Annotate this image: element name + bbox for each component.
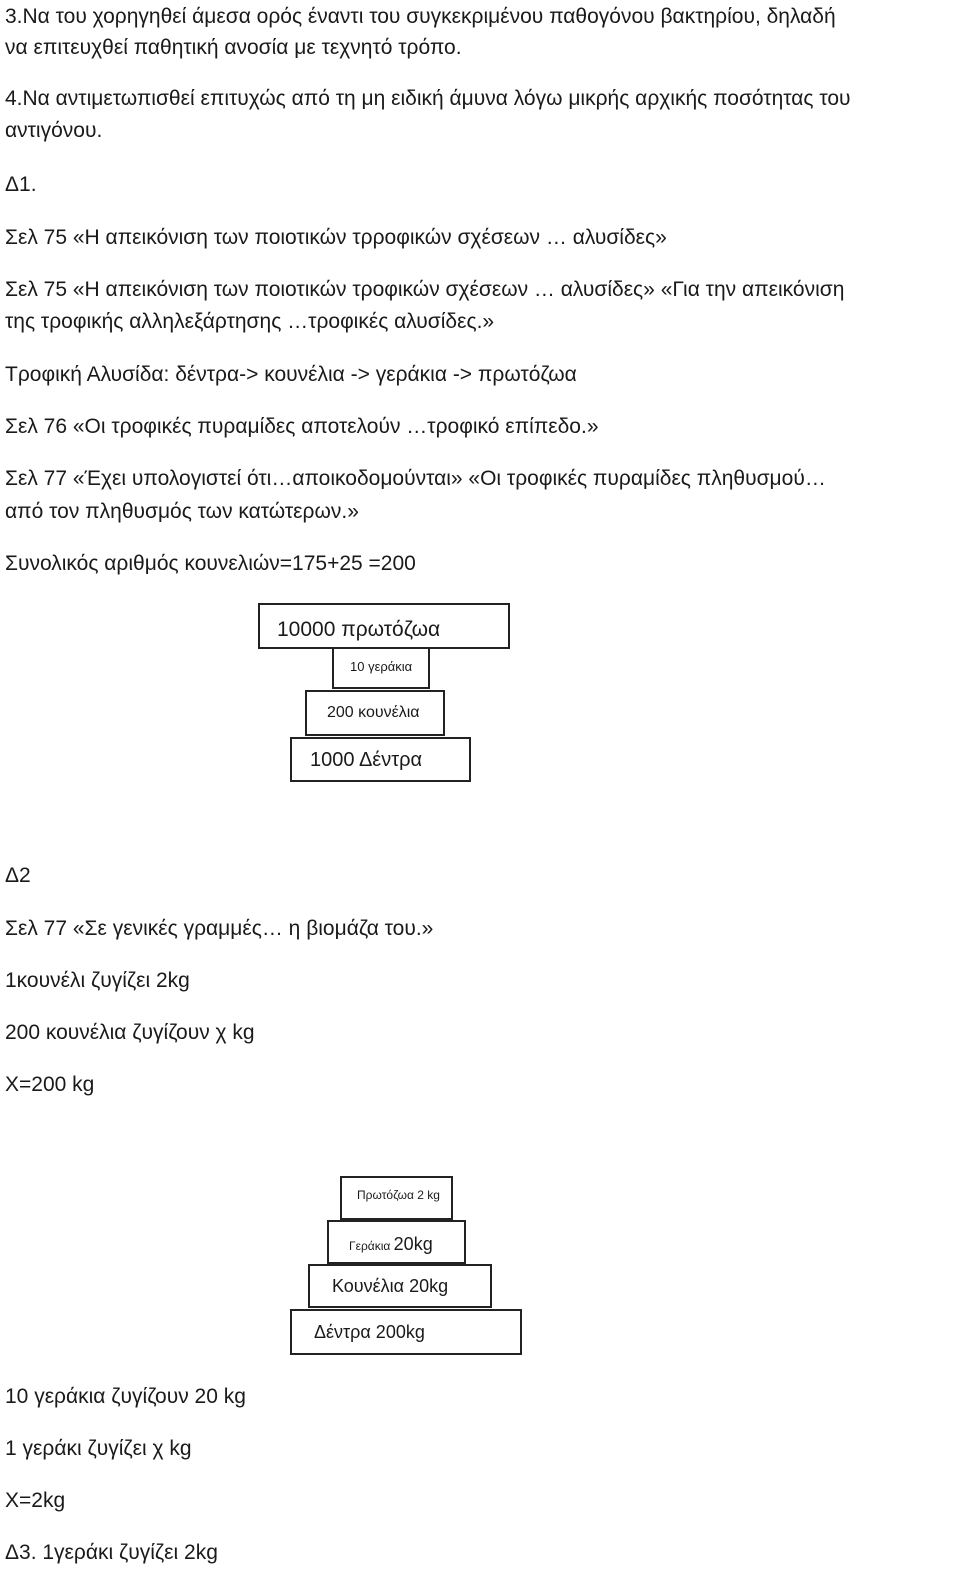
pyramid-level-label [349,1234,433,1255]
text-line-10: Σελ 76 «Οι τροφικές πυραμίδες αποτελούν …τροφικό επίπεδο.» [5,415,599,438]
text-line-15: Σελ 77 «Σε γενικές γραμμές… η βιομάζα του.» [5,917,434,940]
text-line-19: 10 γεράκια ζυγίζουν 20 kg [5,1385,246,1408]
text-line-6: Σελ 75 «Η απεικόνιση των ποιοτικών τρροφικών σχέσεων … αλυσίδες» [5,226,667,249]
text-line-11: Σελ 77 «Έχει υπολογιστεί ότι…αποικοδομούνται» «Οι τροφικές πυραμίδες πληθυσμού… [5,467,826,490]
text-line-9: Τροφική Αλυσίδα: δέντρα-> κουνέλια -> γεράκια -> πρωτόζωα [5,363,577,386]
text-line-12: από τον πληθυσμός των κατώτερων.» [5,500,359,523]
text-line-4: αντιγόνου. [5,119,103,142]
text-line-8: της τροφικής αλληλεξάρτησης …τροφικές αλυσίδες.» [5,310,495,333]
section-heading-d1: Δ1. [5,173,37,196]
pyramid-level-label: Πρωτόζωα 2 kg [357,1188,440,1202]
pyramid-level-label-value: 20kg [393,1234,433,1254]
pyramid-level-label: Κουνέλια 20kg [332,1276,449,1296]
text-line-1: 3.Να του χορηγηθεί άμεσα ορός έναντι του συγκεκριμένου παθογόνου βακτηρίου, δηλαδή [5,5,836,28]
pyramid-level-rabbits [305,690,445,736]
pyramid-level-protozoa [258,603,510,649]
text-line-2: να επιτευχθεί παθητική ανοσία με τεχνητό τρόπο. [5,36,462,59]
pyramid-level-label-name: Γεράκια [349,1239,394,1253]
pyramid-level-label: 10 γεράκια [350,659,413,674]
text-line-16: 1κουνέλι ζυγίζει 2kg [5,969,190,992]
biomass-level-rabbits [308,1264,492,1308]
biomass-level-hawks [327,1220,466,1264]
biomass-level-trees [290,1309,522,1355]
text-line-13: Συνολικός αριθμός κουνελιών=175+25 =200 [5,552,416,575]
text-line-18: Χ=200 kg [5,1073,95,1096]
text-line-3: 4.Να αντιμετωπισθεί επιτυχώς από τη μη ειδική άμυνα λόγω μικρής αρχικής ποσότητας του [5,87,851,110]
pyramid-level-label: Δέντρα 200kg [314,1322,425,1342]
section-heading-d2: Δ2 [5,864,31,887]
text-line-20: 1 γεράκι ζυγίζει χ kg [5,1437,192,1460]
pyramid-level-label: 1000 Δέντρα [310,749,423,771]
text-line-17: 200 κουνέλια ζυγίζουν χ kg [5,1021,255,1044]
section-heading-d3: Δ3. 1γεράκι ζυγίζει 2kg [5,1541,218,1564]
text-line-7: Σελ 75 «Η απεικόνιση των ποιοτικών τροφικών σχέσεων … αλυσίδες» «Για την απεικόνιση [5,278,845,301]
pyramid-level-label: 10000 πρωτόζωα [277,618,441,641]
pyramid-level-trees [290,737,471,782]
pyramid-level-label: 200 κουνέλια [327,704,420,721]
pyramid-level-hawks [332,647,430,689]
biomass-level-protozoa [340,1176,453,1220]
text-line-21: Χ=2kg [5,1489,66,1512]
